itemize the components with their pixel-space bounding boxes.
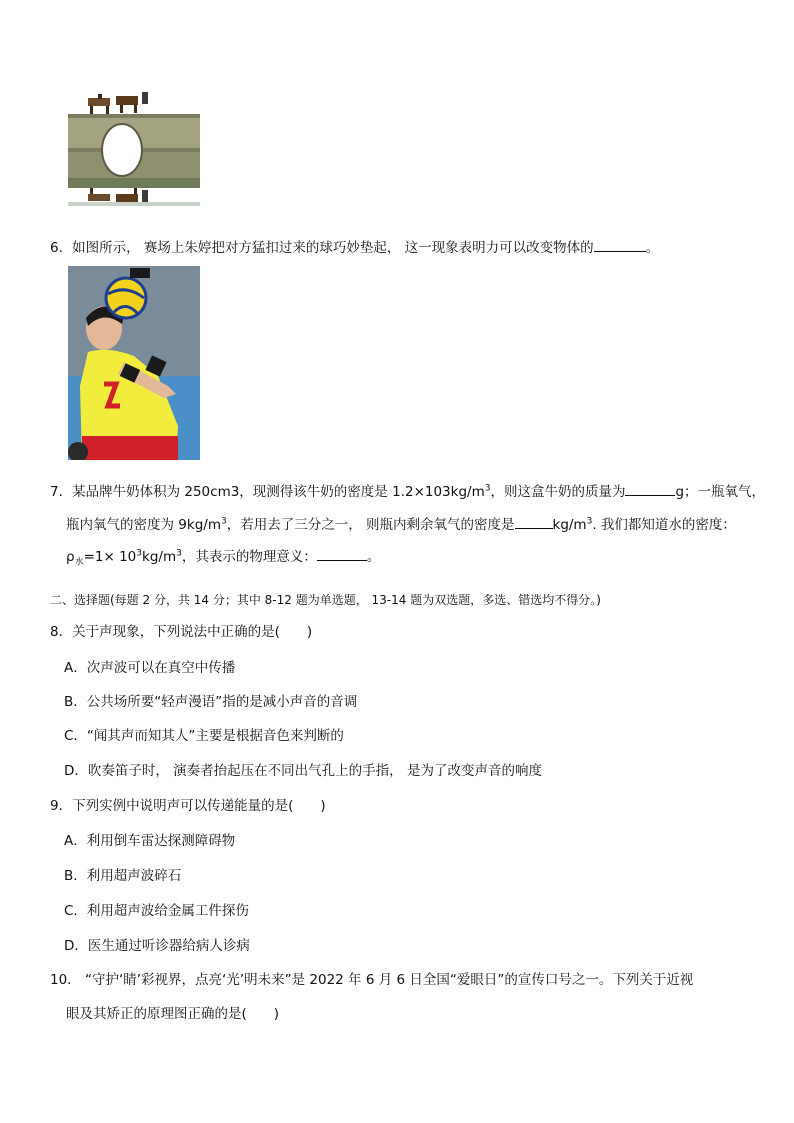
answer-blank[interactable] [594,239,646,252]
question-9-option-a[interactable]: A．利用倒车雷达探测障碍物 [64,833,236,849]
answer-blank[interactable] [317,548,367,561]
question-8-option-c[interactable]: C．“闻其声而知其人”主要是根据音色来判断的 [64,728,344,744]
question-6-text: 6．如图所示， 赛场上朱婷把对方猛扣过来的球巧妙垫起， 这一现象表明力可以改变物体的 [50,240,594,256]
q7-text-g: . 我们都知道水的密度： [592,517,736,533]
q7-text-d: 瓶内氧气的密度为 9kg/m [66,517,221,533]
q7-sup: 3 [220,516,227,527]
question-9-stem: 9．下列实例中说明声可以传递能量的是( ) [50,798,326,814]
q7-sup: 3 [586,516,593,527]
q7-text-b: ，则这盒牛奶的质量为 [490,484,626,500]
question-7-line-1 [50,480,765,500]
q7-sup: 3 [484,483,491,494]
bridge-image [68,90,200,220]
q7-text-h: =1× 10 [83,549,137,565]
question-7-line-2 [66,513,736,533]
q7-sup: 3 [176,548,182,559]
section-heading: 二、选择题(每题 2 分，共 14 分；其中 8-12 题为单选题， 13-14 题为双选题，多选、错选均不得分。) [50,593,601,607]
question-8-stem: 8．关于声现象，下列说法中正确的是( ) [50,624,313,640]
q7-sub: 水 [74,557,84,568]
question-7-line-3 [66,545,381,568]
q7-text-i: kg/m [142,549,177,565]
answer-blank[interactable] [625,483,675,496]
question-6-tail: 。 [645,240,660,256]
q7-text-j: ，其表示的物理意义： [181,549,317,565]
question-8-option-b[interactable]: B．公共场所要“轻声漫语”指的是减小声音的音调 [64,694,358,710]
q7-text-c: g；一瓶氧气， [675,484,766,500]
question-9-option-d[interactable]: D．医生通过听诊器给病人诊病 [64,938,250,954]
q7-text-f: kg/m [552,517,587,533]
q7-rho: ρ [66,549,75,565]
question-8-option-a[interactable]: A．次声波可以在真空中传播 [64,660,236,676]
q7-sup: 3 [136,548,143,559]
volleyball-player-image [68,266,200,460]
question-9-option-b[interactable]: B．利用超声波碎石 [64,868,182,884]
question-10-line-2: 眼及其矫正的原理图正确的是( ) [66,1006,280,1022]
question-6 [50,236,659,256]
question-10-line-1: 10． “守护‘睛’彩视界，点亮‘光’明未来”是 2022 年 6 月 6 日全国“爱眼日”的宣传口号之一。下列关于近视 [50,972,694,988]
q7-text-a: 7．某品牌牛奶体积为 250cm3，现测得该牛奶的密度是 1.2×103kg/m [50,484,485,500]
q7-text-e: ，若用去了三分之一， 则瓶内剩余氧气的密度是 [226,517,515,533]
question-9-option-c[interactable]: C．利用超声波给金属工件探伤 [64,903,249,919]
q7-text-k: 。 [366,549,381,565]
question-8-option-d[interactable]: D．吹奏笛子时， 演奏者抬起压在不同出气孔上的手指， 是为了改变声音的响度 [64,763,542,779]
answer-blank[interactable] [515,516,553,529]
